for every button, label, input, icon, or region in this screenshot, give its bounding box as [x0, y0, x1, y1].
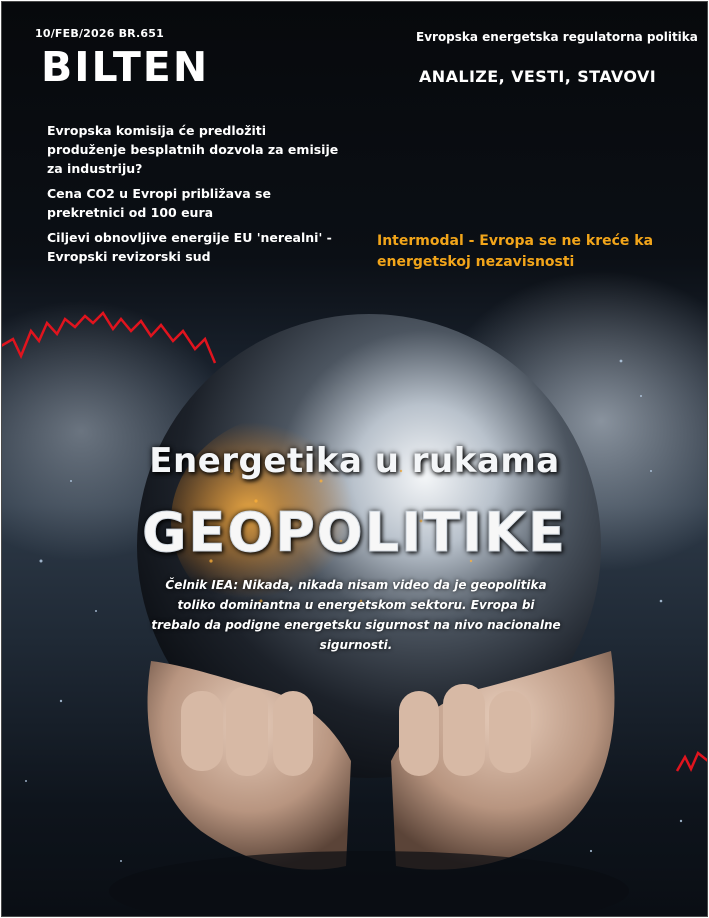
issue-date-number: 10/FEB/2026 BR.651: [35, 27, 164, 40]
bulletin-cover: [1, 1, 708, 917]
cover-quote: Čelnik IEA: Nikada, nikada nisam video da je geopolitika toliko dominantna u energetskom sektoru. Evropa bi trebalo da podigne energetsku sigurnost na nivo nacionalne sigurnosti.: [151, 578, 561, 652]
stock-line-right: [677, 753, 708, 771]
bottom-shadow: [109, 851, 629, 917]
section-list: ANALIZE, VESTI, STAVOVI: [419, 67, 657, 86]
publication-tagline: Evropska energetska regulatorna politika: [416, 30, 698, 44]
headline-list: [47, 121, 347, 272]
headline-item[interactable]: Ciljevi obnovljive energije EU 'nerealni' - Evropski revizorski sud: [47, 230, 332, 264]
feature-headline[interactable]: Intermodal - Evropa se ne kreće ka energetskoj nezavisnosti: [377, 233, 654, 270]
headline-item[interactable]: Cena CO2 u Evropi približava se prekretnici od 100 eura: [47, 186, 271, 220]
headline-item[interactable]: Evropska komisija će predložiti produženje besplatnih dozvola za emisije za industriju?: [47, 123, 339, 176]
masthead-title: BILTEN: [41, 43, 210, 91]
cover-title-line1: Energetika u rukama: [149, 441, 560, 481]
cover-title-line2: GEOPOLITIKE: [142, 501, 567, 564]
